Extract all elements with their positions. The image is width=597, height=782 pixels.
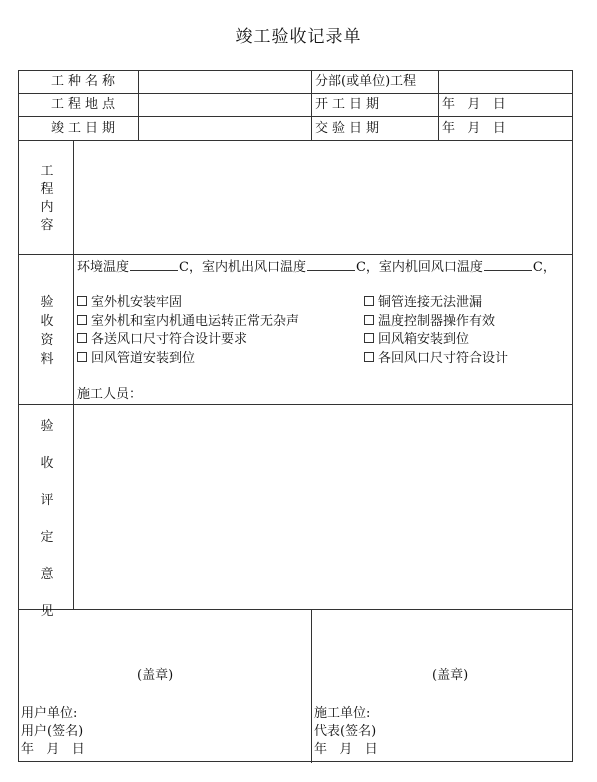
checkbox[interactable]: [77, 333, 87, 343]
label-char: 收: [40, 456, 54, 471]
completion-date-value[interactable]: [139, 117, 311, 140]
checklist-item-label: 铜管连接无法泄漏: [378, 295, 483, 310]
checklist-item-label: 各送风口尺寸符合设计要求: [91, 332, 248, 347]
checklist-item: [364, 331, 508, 350]
start-date-value[interactable]: 年 月 日: [442, 97, 506, 112]
checklist-item-label: 室外机和室内机通电运转正常无杂声: [91, 313, 300, 329]
label-char: 验: [40, 419, 54, 434]
sub-project-value[interactable]: [439, 71, 572, 93]
label-char: 评: [40, 493, 54, 508]
left-stamp: (盖章): [137, 668, 174, 683]
checkbox[interactable]: [77, 352, 87, 362]
checklist-item: [77, 294, 299, 313]
opinion-area[interactable]: [74, 405, 572, 609]
checklist-item-label: 室外机安装牢固: [91, 295, 183, 310]
user-signer-label: 用户(签名): [21, 724, 84, 739]
outlet-temp-label: C，室内机出风口温度: [179, 260, 306, 275]
label-char: 意: [40, 567, 54, 582]
checklist-item-label: 回风管道安装到位: [91, 350, 196, 366]
row-divider: [19, 254, 572, 255]
col-divider: [311, 609, 312, 763]
label-char: 资: [40, 333, 54, 348]
start-date-label: 开工日期: [315, 97, 384, 112]
acceptance-label: [39, 293, 55, 369]
env-temp-label: 环境温度: [77, 260, 130, 275]
checklist-item: [77, 331, 299, 350]
checklist-item: [364, 294, 508, 313]
checkbox[interactable]: [364, 352, 374, 362]
temperature-line: [77, 258, 556, 276]
temp-end: C，: [532, 260, 556, 275]
label-char: 料: [40, 352, 54, 367]
checklist-item: [364, 313, 508, 332]
row-divider: [19, 609, 572, 610]
content-label: [39, 163, 55, 235]
opinion-label: [39, 408, 55, 630]
checklist-item: [77, 313, 299, 332]
form-title: 竣工验收记录单: [235, 27, 362, 47]
left-checklist: [77, 294, 299, 368]
checklist-item-label: 回风箱安装到位: [378, 332, 470, 347]
checkbox[interactable]: [77, 296, 87, 306]
completion-date-label: 竣工日期: [51, 121, 120, 136]
content-area[interactable]: [74, 141, 572, 254]
label-char: 工: [40, 164, 54, 179]
label-char: 程: [40, 182, 54, 197]
label-char: 收: [40, 314, 54, 329]
checklist-item-label: 温度控制器操作有效: [378, 313, 496, 329]
label-char: 容: [40, 218, 54, 233]
sub-project-label: 分部(或单位)工程: [315, 74, 417, 89]
user-date: 年 月 日: [21, 742, 85, 757]
right-checklist: [364, 294, 508, 368]
work-type-label: 工种名称: [51, 74, 120, 89]
checklist-item: [364, 350, 508, 369]
handover-date-value[interactable]: 年 月 日: [442, 121, 506, 136]
completion-form: [18, 70, 573, 762]
col-divider: [311, 71, 312, 140]
return-temp-blank[interactable]: [484, 258, 532, 271]
user-unit-label: 用户单位:: [21, 706, 78, 721]
label-char: 定: [40, 530, 54, 545]
return-temp-label: C，室内机回风口温度: [355, 260, 483, 275]
label-char: 内: [40, 200, 54, 215]
checkbox[interactable]: [364, 333, 374, 343]
location-value[interactable]: [139, 94, 311, 116]
builder-date: 年 月 日: [314, 742, 378, 757]
right-stamp: (盖章): [432, 668, 469, 683]
builder-unit-label: 施工单位:: [314, 706, 371, 721]
checklist-item: [77, 350, 299, 369]
builder-label: 施工人员：: [77, 387, 143, 402]
checkbox[interactable]: [364, 315, 374, 325]
checkbox[interactable]: [77, 315, 87, 325]
work-type-value[interactable]: [139, 71, 311, 93]
handover-date-label: 交验日期: [315, 121, 384, 136]
label-char: 见: [40, 604, 54, 619]
label-char: 验: [40, 295, 54, 310]
env-temp-blank[interactable]: [130, 258, 178, 271]
checkbox[interactable]: [364, 296, 374, 306]
outlet-temp-blank[interactable]: [307, 258, 355, 271]
location-label: 工程地点: [51, 97, 120, 112]
builder-signer-label: 代表(签名): [314, 724, 377, 739]
checklist-item-label: 各回风口尺寸符合设计: [378, 350, 509, 366]
